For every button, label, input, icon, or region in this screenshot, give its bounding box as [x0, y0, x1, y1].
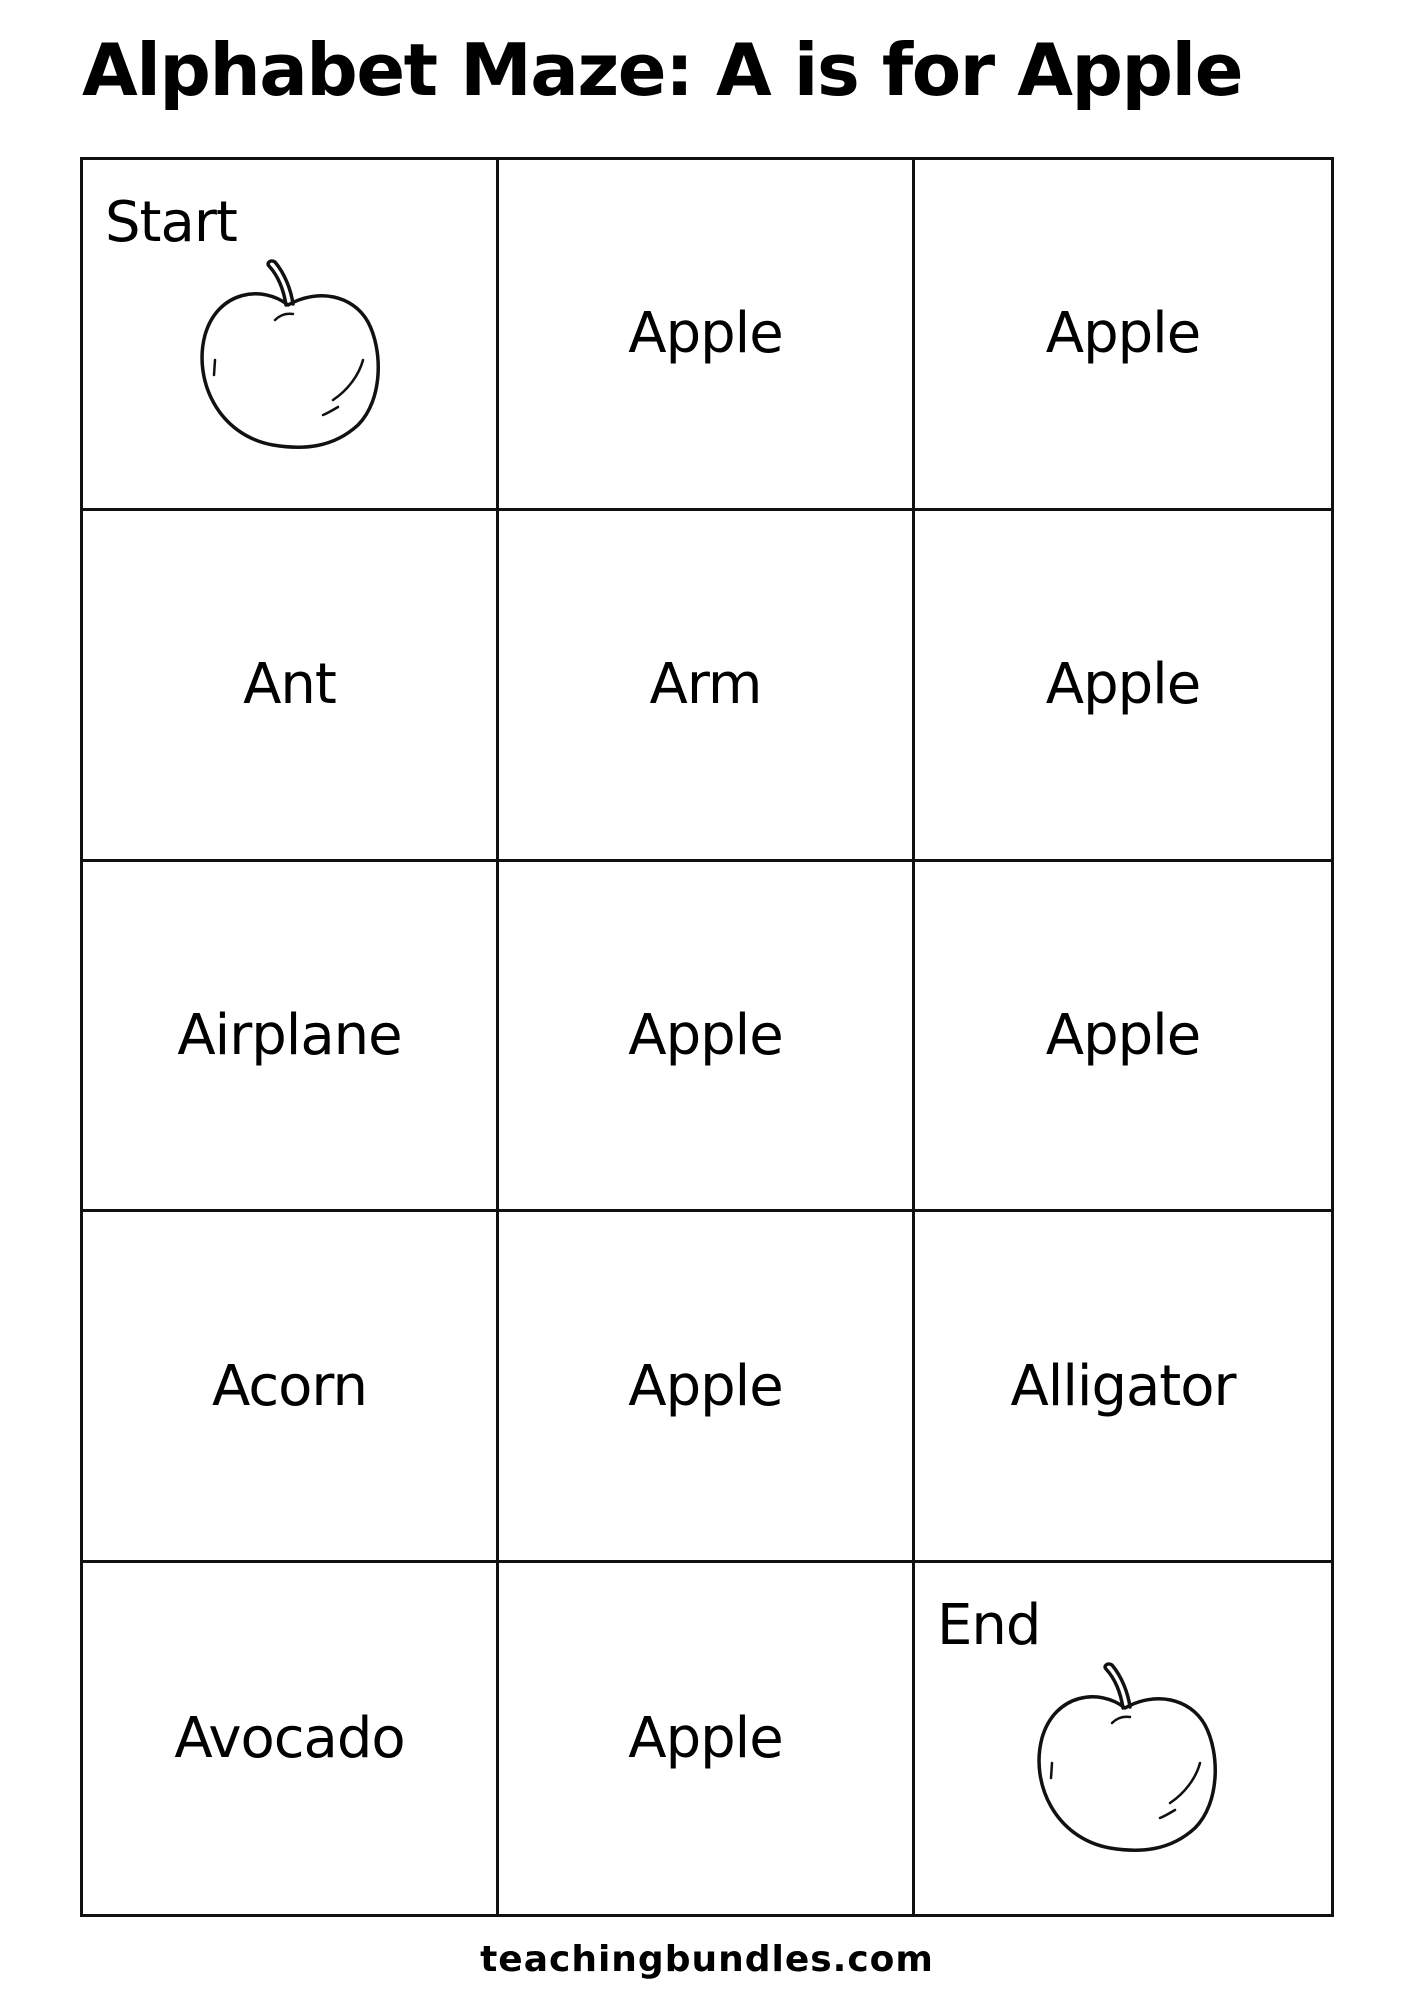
page-title: Alphabet Maze: A is for Apple — [82, 28, 1243, 112]
start-label: Start — [105, 190, 237, 255]
maze-word: Ant — [243, 652, 336, 718]
maze-cell — [499, 862, 915, 1213]
maze-word: Airplane — [177, 1002, 402, 1068]
maze-cell-start — [83, 160, 499, 511]
maze-cell — [499, 1212, 915, 1563]
apple-icon — [1020, 1653, 1230, 1863]
maze-cell — [83, 862, 499, 1213]
maze-word: Apple — [1045, 301, 1201, 367]
maze-word: Arm — [649, 652, 762, 718]
maze-word: Apple — [628, 1353, 783, 1419]
maze-word: Apple — [628, 1706, 783, 1772]
maze-cell — [915, 862, 1331, 1213]
maze-grid — [80, 157, 1334, 1917]
maze-word: Apple — [628, 301, 783, 367]
maze-word: Acorn — [212, 1353, 367, 1419]
end-label: End — [937, 1593, 1041, 1659]
maze-cell — [83, 1212, 499, 1563]
maze-cell — [915, 160, 1331, 511]
footer-website: teachingbundles.com — [480, 1939, 934, 1980]
maze-cell — [499, 511, 915, 862]
apple-icon — [183, 250, 393, 460]
maze-word: Apple — [1045, 1002, 1201, 1068]
maze-cell — [499, 1563, 915, 1914]
maze-cell — [915, 511, 1331, 862]
maze-cell — [83, 1563, 499, 1914]
maze-word: Avocado — [174, 1706, 405, 1772]
maze-cell-end — [915, 1563, 1331, 1914]
maze-cell — [83, 511, 499, 862]
maze-word: Apple — [1045, 652, 1201, 718]
maze-cell — [915, 1212, 1331, 1563]
maze-cell — [499, 160, 915, 511]
maze-word: Alligator — [1010, 1353, 1236, 1419]
maze-word: Apple — [628, 1002, 783, 1068]
